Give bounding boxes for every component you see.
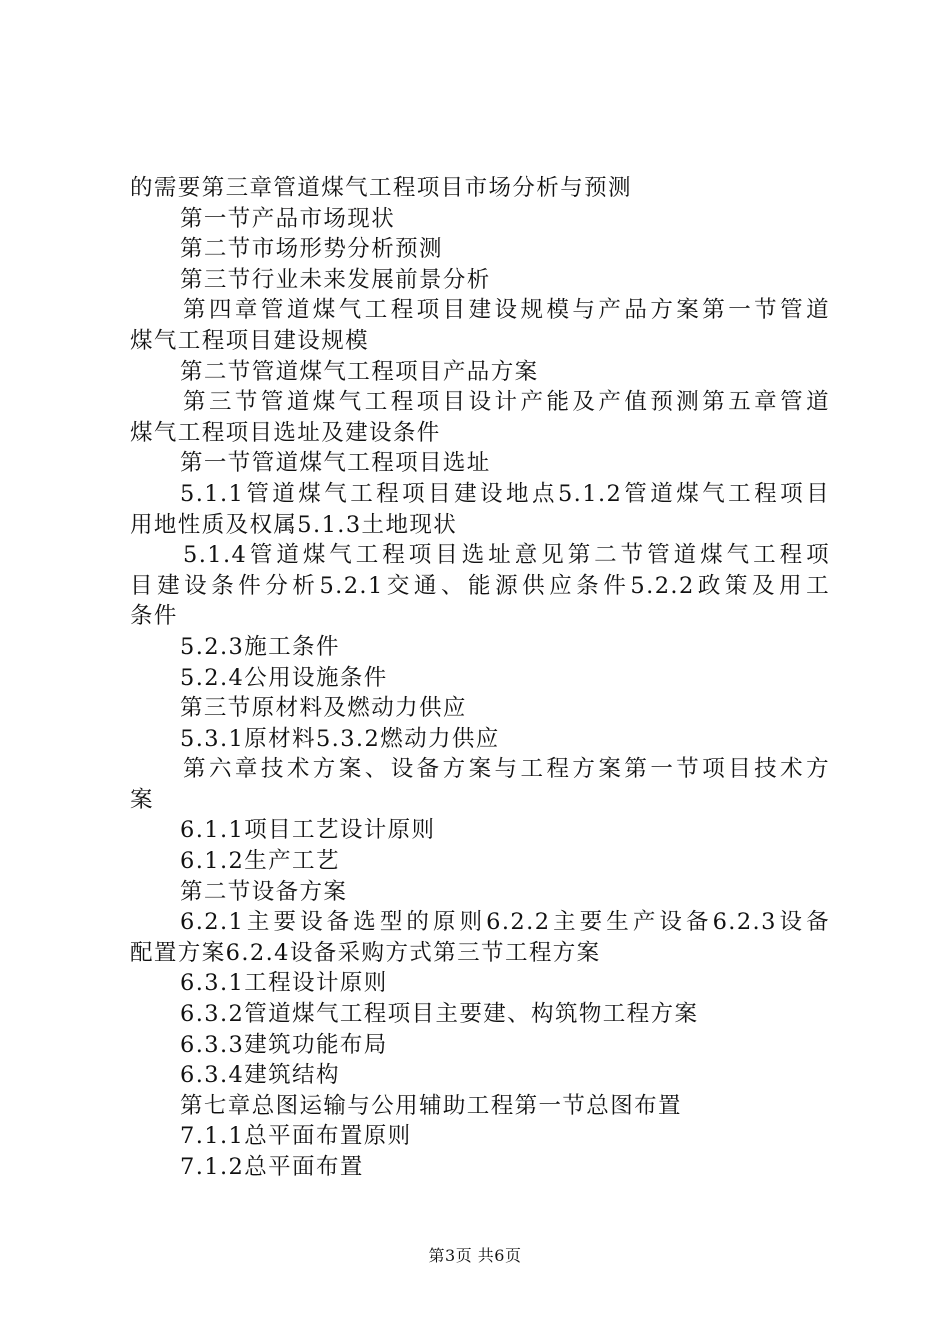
text-line: 煤气工程项目选址及建设条件: [130, 419, 441, 446]
text-line: 第三节原材料及燃动力供应: [180, 695, 467, 722]
text-line: 目建设条件分析5.2.1交通、能源供应条件5.2.2政策及用工: [130, 572, 830, 599]
text-line: 6.3.1工程设计原则: [180, 970, 388, 997]
text-line: 6.1.1项目工艺设计原则: [180, 817, 436, 844]
text-line: 用地性质及权属5.1.3土地现状: [130, 511, 458, 538]
text-line: 配置方案6.2.4设备采购方式第三节工程方案: [130, 939, 601, 966]
document-body: [130, 173, 830, 1183]
text-line: 5.2.4公用设施条件: [180, 664, 388, 691]
text-line: 条件: [130, 603, 178, 630]
text-line: 6.1.2生产工艺: [180, 848, 340, 875]
text-line: 6.3.4建筑结构: [180, 1062, 340, 1089]
text-line: 案: [130, 786, 154, 813]
page-footer: 第3页 共6页: [428, 1246, 522, 1265]
text-line: 第六章技术方案、设备方案与工程方案第一节项目技术方: [183, 756, 830, 783]
text-line: 第二节设备方案: [180, 878, 348, 905]
text-line: 5.3.1原材料5.3.2燃动力供应: [180, 725, 500, 752]
text-line: 煤气工程项目建设规模: [130, 327, 370, 354]
text-line: 第三节管道煤气工程项目设计产能及产值预测第五章管道: [183, 389, 830, 416]
text-line: 第二节市场形势分析预测: [180, 236, 443, 263]
text-line: 5.1.1管道煤气工程项目建设地点5.1.2管道煤气工程项目: [180, 480, 830, 507]
text-line: 第一节产品市场现状: [180, 205, 396, 232]
text-line: 第三节行业未来发展前景分析: [180, 266, 491, 293]
text-line: 5.2.3施工条件: [180, 633, 340, 660]
text-line: 第七章总图运输与公用辅助工程第一节总图布置: [180, 1092, 682, 1119]
text-line: 6.3.2管道煤气工程项目主要建、构筑物工程方案: [180, 1001, 699, 1028]
text-line: 第四章管道煤气工程项目建设规模与产品方案第一节管道: [183, 297, 830, 324]
text-line: 7.1.1总平面布置原则: [180, 1123, 412, 1150]
text-line: 6.2.1主要设备选型的原则6.2.2主要生产设备6.2.3设备: [180, 909, 830, 936]
text-line: 7.1.2总平面布置: [180, 1154, 364, 1180]
text-line: 的需要第三章管道煤气工程项目市场分析与预测: [130, 175, 632, 201]
text-line: 第一节管道煤气工程项目选址: [180, 450, 491, 477]
text-line: 5.1.4管道煤气工程项目选址意见第二节管道煤气工程项: [183, 542, 830, 569]
text-line: 第二节管道煤气工程项目产品方案: [180, 358, 539, 385]
text-line: 6.3.3建筑功能布局: [180, 1031, 388, 1058]
